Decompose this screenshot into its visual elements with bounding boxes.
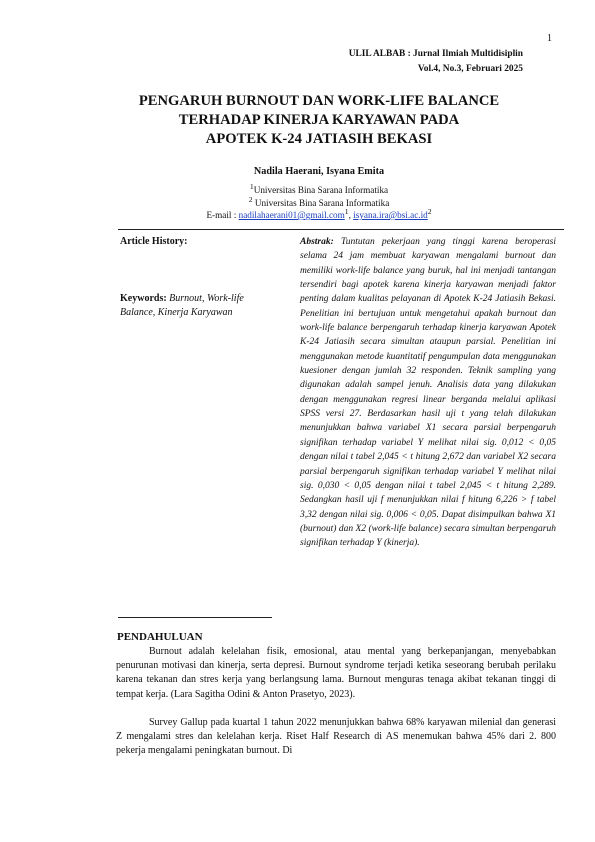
title-line-2: TERHADAP KINERJA KARYAWAN PADA bbox=[178, 112, 460, 128]
section-heading: PENDAHULUAN bbox=[117, 631, 203, 643]
page-number: 1 bbox=[547, 33, 552, 44]
paragraph-2-text: Survey Gallup pada kuartal 1 tahun 2022 menunjukkan bahwa 68% karyawan milenial dan generasi Z mengalami stres dan kelelahan kerja. Riset Half Research di AS menemukan bahwa 45% dari 2. 800 pekerja mengalami peningkatan burnout. Di bbox=[116, 717, 556, 757]
abstract-label: Abstrak: bbox=[300, 237, 334, 247]
title-line-1: PENGARUH BURNOUT DAN WORK-LIFE BALANCE bbox=[138, 93, 500, 109]
journal-name: ULIL ALBAB : Jurnal Ilmiah Multidisiplin bbox=[348, 49, 523, 59]
affiliation-2-text: Universitas Bina Sarana Informatika bbox=[252, 198, 390, 209]
affiliation-1-text: Universitas Bina Sarana Informatika bbox=[253, 185, 389, 196]
paragraph-1-text: Burnout adalah kelelahan fisik, emosional, atau mental yang berkepanjangan, menyebabkan penurunan motivasi dan kinerja, serta depresi. Burnout syndrome terjadi ketika seseorang berubah perilaku karena tekanan dan stres kerja yang berlangsung lama. Burnout menguras tenaga akibat tekanan tinggi di tempat kerja. (Lara Sagitha Odini & Anton Prasetyo, 2023). bbox=[116, 646, 556, 700]
affiliation-2-sup: 2 bbox=[248, 195, 253, 204]
authors: Nadila Haerani, Isyana Emita bbox=[253, 166, 385, 177]
affiliation-1 bbox=[80, 182, 558, 195]
abstract-text: Tuntutan pekerjaan yang tinggi karena beroperasi selama 24 jam membuat karyawan mengalami burnout dan memiliki work-life balance yang buruk, hal ini menjadi tantangan tersendiri bagi apotek karena kinerja karyawan menjadi faktor penting dalam kualitas pelayanan di Apotek K-24 Jatiasih Bekasi. Penelitian ini bertujuan untuk mengetahui apakah burnout dan work-life balance berpengaruh terhadap kinerja karyawan Apotek K-24 Jatiasih secara simultan ataupun parsial. Penelitian ini menggunakan metode kuantitatif pengumpulan data menggunakan kuesioner dengan jumlah 32 responden. Teknik sampling yang digunakan adalah sampel jenuh. Analisis data yang dilakukan dengan menggunakan regresi linear berganda melalui aplikasi SPSS versi 27. Berdasarkan hasil uji t yang telah dilakukan menunjukkan bahwa variabel X1 secara parsial berpengaruh signifikan terhadap variabel Y melihat nilai sig. 0,012 < 0,05 dengan nilai t tabel 2,045 < t hitung 2,672 dan variabel X2 secara parsial berpengaruh signifikan terhadap variabel Y melihat nilai sig. 0,030 < 0,05 dengan nilai t tabel 2,045 < t hitung 2,289. Sedangkan hasil uji f menunjukkan nilai f hitung 6,226 > f tabel 3,32 dengan nilai sig. 0,006 < 0,05. Dapat disimpulkan bahwa X1 (burnout) dan X2 (work-life balance) secara simultan berpengaruh signifikan terhadap Y (kinerja). bbox=[300, 237, 556, 549]
journal-volume: Vol.4, No.3, Februari 2025 bbox=[417, 64, 523, 74]
title-line-3: APOTEK K-24 JATIASIH BEKASI bbox=[205, 131, 433, 147]
email-link-1[interactable]: nadilahaerani01@gmail.com bbox=[238, 210, 345, 221]
keywords-label: Keywords: bbox=[120, 293, 167, 304]
keywords-block bbox=[120, 292, 262, 320]
keywords-text: Burnout, Work-life Balance, Kinerja Karyawan bbox=[120, 293, 244, 318]
email-separator: , bbox=[348, 210, 354, 221]
abstract-block bbox=[300, 235, 556, 551]
email-sup-1: 1 bbox=[344, 207, 349, 216]
article-history-label: Article History: bbox=[120, 236, 188, 247]
email-sup-2: 2 bbox=[427, 207, 432, 216]
email-label: E-mail : bbox=[206, 210, 239, 221]
bottom-divider bbox=[118, 617, 272, 618]
top-divider bbox=[118, 229, 564, 230]
email-line bbox=[80, 207, 558, 220]
paragraph-2 bbox=[116, 716, 556, 759]
paragraph-1 bbox=[116, 645, 556, 702]
email-link-2[interactable]: isyana.ira@bsi.ac.id bbox=[353, 210, 428, 221]
affiliation-1-sup: 1 bbox=[249, 182, 254, 191]
